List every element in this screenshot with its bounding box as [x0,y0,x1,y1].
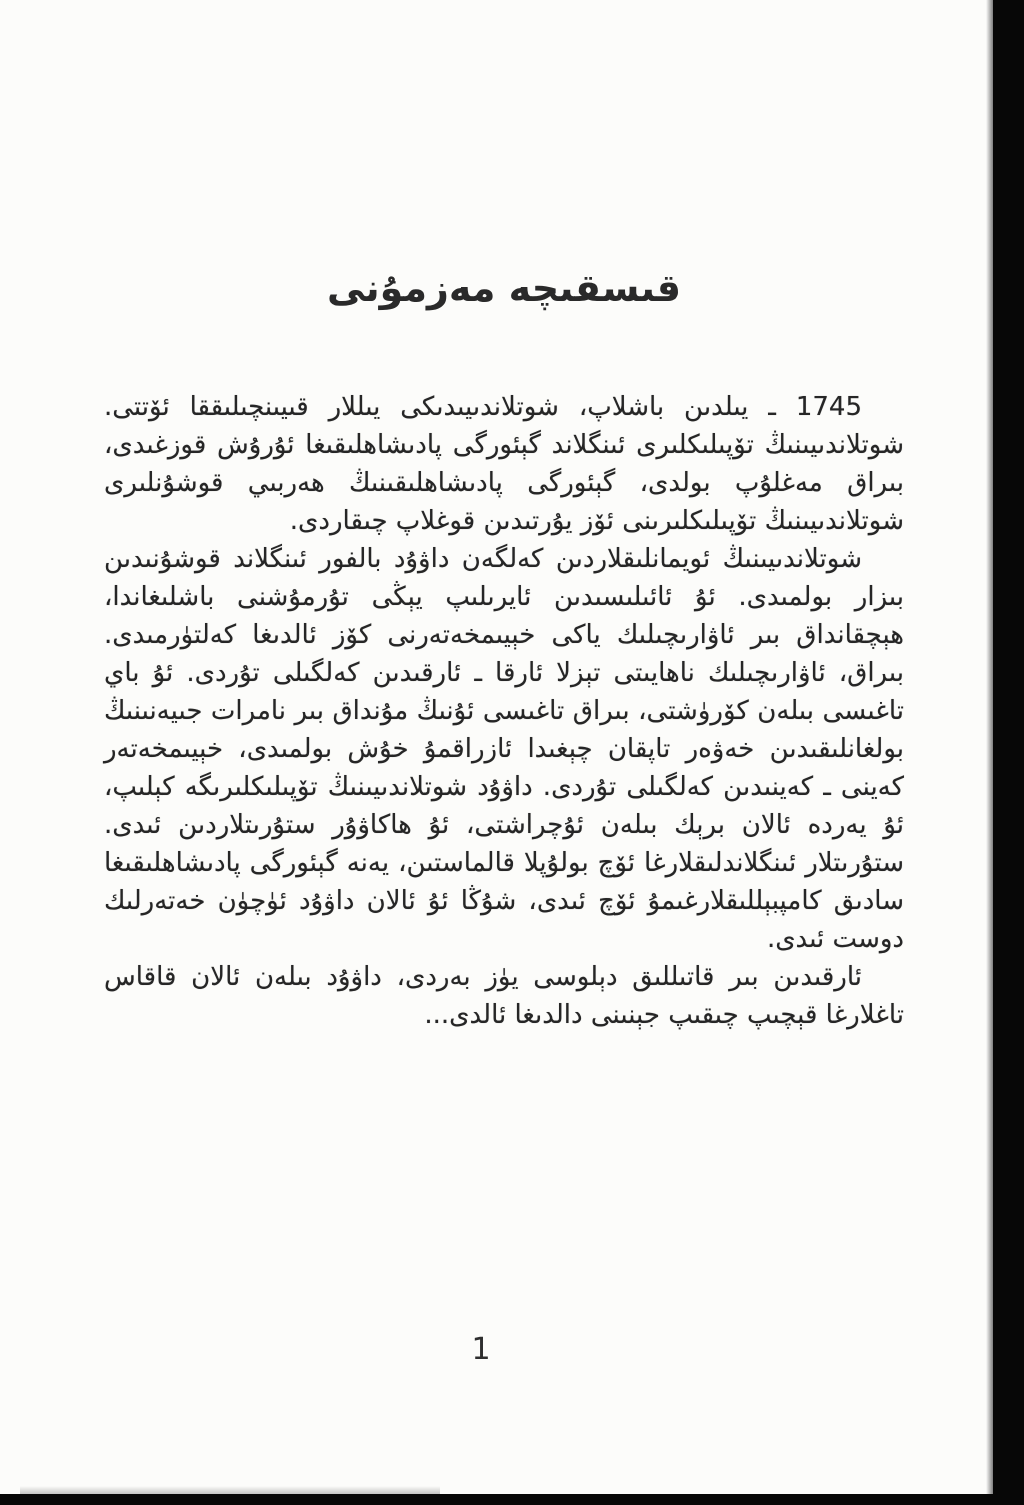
paragraph-3: ئارقىدىن بىر قاتىللىق دېلوسى يۈز بەردى، داۋۇد بىلەن ئالان قاقاس تاغلارغا قېچىپ چىقىپ جېنىنى دالدىغا ئالدى... [104,962,904,1030]
page-content [104,0,904,1034]
paragraph-2: شوتلاندىيىنىڭ ئويمانلىقلاردىن كەلگەن داۋۇد بالفور ئىنگلاند قوشۇنىدىن بىزار بولمىدى. ئۇ ئائىلىسىدىن ئايرىلىپ يېڭى تۇرمۇشنى باشلىغاندا، ھېچقانداق بىر ئاۋارىچىلىك ياكى خېيىمخەتەرنى كۆز ئالدىغا كەلتۈرمىدى. بىراق، ئاۋارىچىلىك ناھايىتى تېزلا ئارقا ـ ئارقىدىن كەلگىلى تۇردى. ئۇ باي تاغىسى بىلەن كۆرۈشتى، بىراق تاغىسى ئۇنىڭ مۇنداق بىر نامرات جىيەنىنىڭ بولغانلىقىدىن خەۋەر تاپقان چېغىدا ئازراقمۇ خۇش بولمىدى، خېيىمخەتەر كەينى ـ كەينىدىن كەلگىلى تۇردى. داۋۇد شوتلاندىيىنىڭ تۆپىلىكلىرىگە كېلىپ، ئۇ يەردە ئالان برېك بىلەن ئۇچراشتى، ئۇ ھاكاۋۇر ستۇرىتلاردىن ئىدى. ستۇرىتلار ئىنگلاندلىقلارغا ئۆچ بولۇپلا قالماستىن، يەنە گېئورگى پادىشاھلىقىغا سادىق كامپبېللىقلارغىمۇ ئۆچ ئىدى، شۇڭا ئۇ ئالان داۋۇد ئۈچۈن خەتەرلىك دوست ئىدى. [104,544,904,954]
paragraph-1: 1745 ـ يىلدىن باشلاپ، شوتلاندىيىدىكى يىللار قىيىنچىلىققا ئۆتتى. شوتلاندىيىنىڭ تۆپىلىكلىرى ئىنگلاند گېئورگى پادىشاھلىقىغا ئۇرۇش قوزغىدى، بىراق مەغلۇپ بولدى، گېئورگى پادىشاھلىقىنىڭ ھەربىي قوشۇنلىرى شوتلاندىيىنىڭ تۆپىلىكلىرىنى ئۆز يۇرتىدىن قوغلاپ چىقاردى. [104,392,904,536]
scan-edge-right [993,0,1024,1505]
body-text [104,388,904,1034]
scan-edge-bottom [0,1494,1024,1505]
page-title: قىسقىچە مەزمۇنى [326,266,682,310]
page-number: 1 [471,1332,491,1367]
